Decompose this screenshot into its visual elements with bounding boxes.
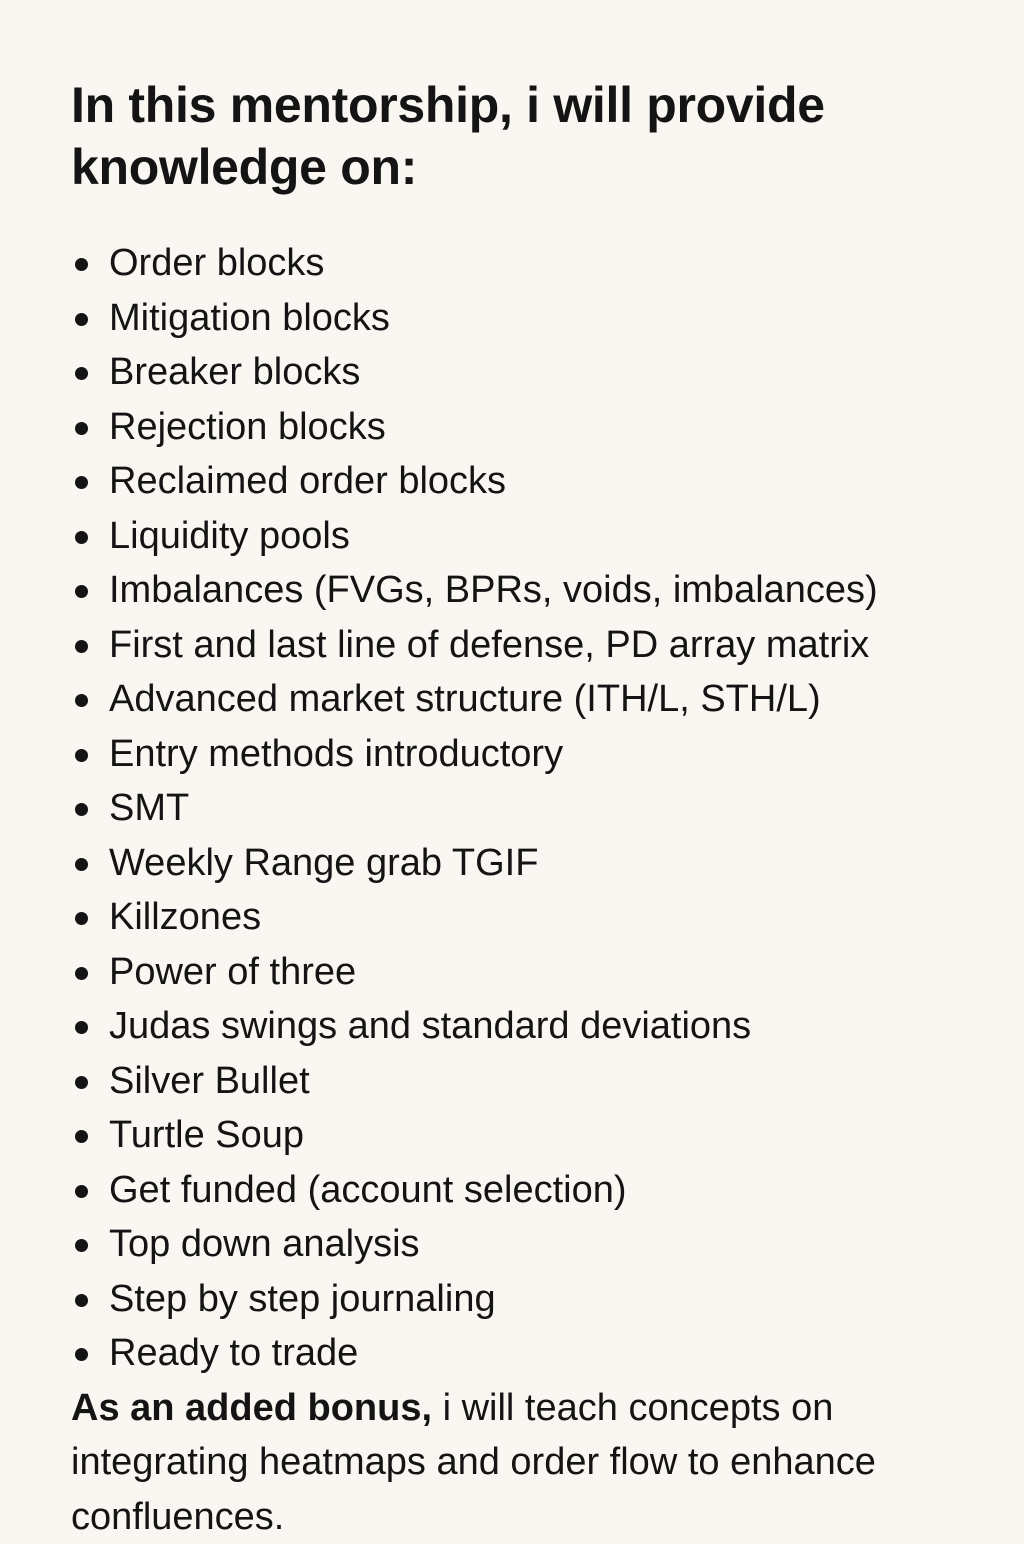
bullet-icon [75, 803, 88, 816]
bullet-icon [75, 912, 88, 925]
bullet-icon [75, 1185, 88, 1198]
topic-label: Weekly Range grab TGIF [109, 842, 538, 884]
bonus-paragraph [71, 1381, 964, 1544]
topic-list [71, 236, 964, 1381]
bullet-icon [75, 640, 88, 653]
topic-label: Order blocks [109, 242, 324, 284]
topic-label: Reclaimed order blocks [109, 460, 506, 502]
topic-label: Rejection blocks [109, 406, 386, 448]
topic-item [71, 1272, 964, 1327]
topic-item [71, 1108, 964, 1163]
bullet-icon [75, 313, 88, 326]
topic-label: Step by step journaling [109, 1278, 496, 1320]
topic-item [71, 291, 964, 346]
bullet-icon [75, 1021, 88, 1034]
topic-label: Silver Bullet [109, 1060, 310, 1102]
topic-label: Mitigation blocks [109, 297, 390, 339]
bullet-icon [75, 967, 88, 980]
topic-label: Top down analysis [109, 1223, 420, 1265]
topic-item [71, 618, 964, 673]
bullet-icon [75, 694, 88, 707]
topic-label: Killzones [109, 896, 261, 938]
topic-item [71, 945, 964, 1000]
bullet-icon [75, 1294, 88, 1307]
page-heading: In this mentorship, i will provide knowledge on: [71, 74, 964, 198]
bullet-icon [75, 749, 88, 762]
topic-label: Imbalances (FVGs, BPRs, voids, imbalances) [109, 569, 878, 611]
bullet-icon [75, 1348, 88, 1361]
topic-item [71, 1054, 964, 1109]
topic-item [71, 836, 964, 891]
bonus-text: i will teach concepts on integrating heatmaps and order flow to enhance confluences. [71, 1387, 876, 1538]
topic-label: Power of three [109, 951, 356, 993]
topic-label: SMT [109, 787, 189, 829]
topic-item [71, 1163, 964, 1218]
topic-item [71, 890, 964, 945]
bullet-icon [75, 476, 88, 489]
bullet-icon [75, 422, 88, 435]
topic-label: Advanced market structure (ITH/L, STH/L) [109, 678, 821, 720]
bullet-icon [75, 585, 88, 598]
topic-label: Breaker blocks [109, 351, 360, 393]
topic-label: Entry methods introductory [109, 733, 563, 775]
bullet-icon [75, 1076, 88, 1089]
bullet-icon [75, 531, 88, 544]
topic-item [71, 1326, 964, 1381]
bullet-icon [75, 1130, 88, 1143]
topic-item [71, 345, 964, 400]
topic-item [71, 672, 964, 727]
topic-item [71, 509, 964, 564]
topic-item [71, 781, 964, 836]
topic-label: Ready to trade [109, 1332, 358, 1374]
topic-item [71, 1217, 964, 1272]
bullet-icon [75, 367, 88, 380]
topic-item [71, 400, 964, 455]
topic-label: First and last line of defense, PD array matrix [109, 624, 869, 666]
topic-label: Get funded (account selection) [109, 1169, 627, 1211]
topic-item [71, 236, 964, 291]
bullet-icon [75, 858, 88, 871]
topic-label: Liquidity pools [109, 515, 350, 557]
topic-item [71, 999, 964, 1054]
topic-label: Judas swings and standard deviations [109, 1005, 751, 1047]
topic-item [71, 563, 964, 618]
bullet-icon [75, 258, 88, 271]
topic-label: Turtle Soup [109, 1114, 304, 1156]
bullet-icon [75, 1239, 88, 1252]
bonus-lead: As an added bonus, [71, 1387, 432, 1429]
topic-item [71, 727, 964, 782]
topic-item [71, 454, 964, 509]
